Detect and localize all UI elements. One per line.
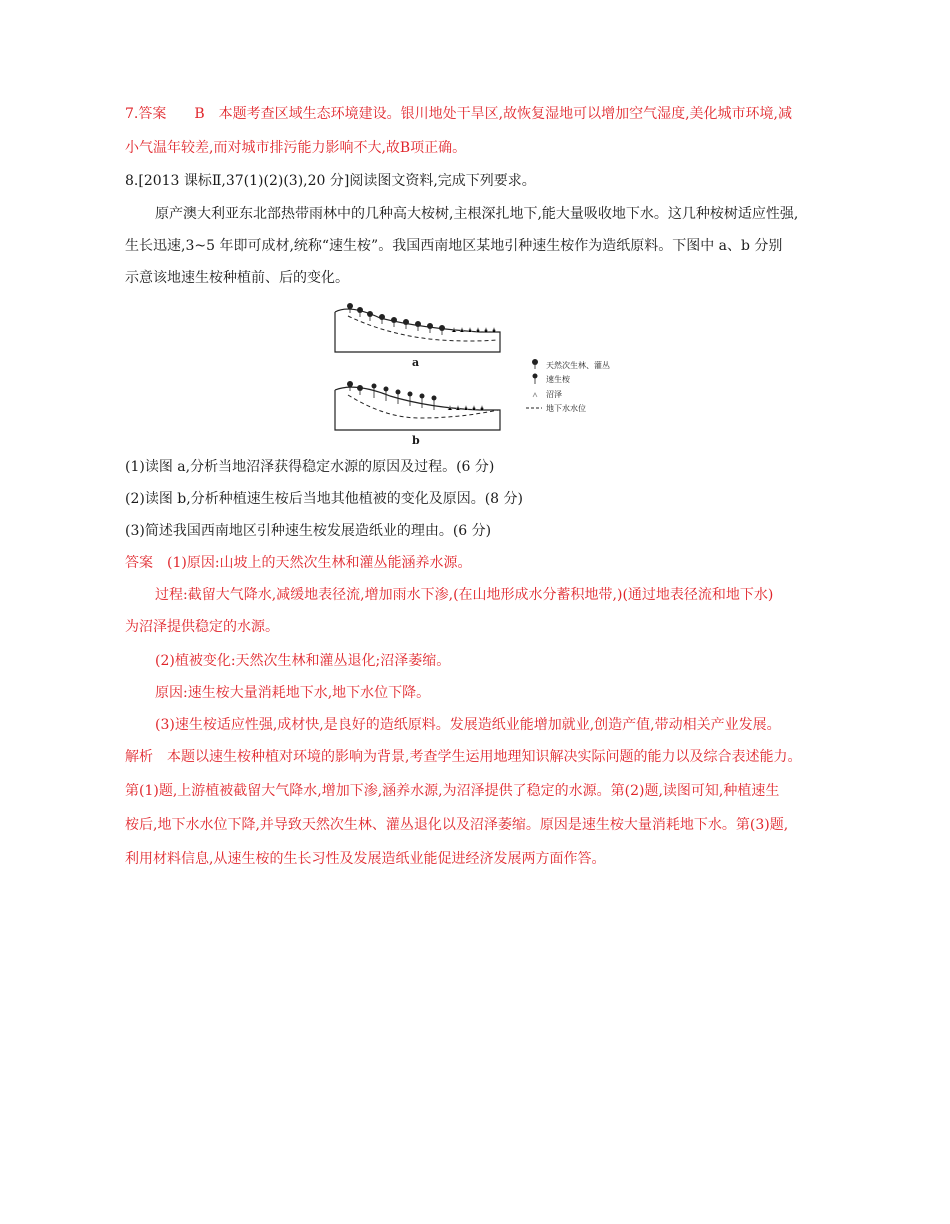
- q8-analysis-line-2: 第(1)题,上游植被截留大气降水,增加下渗,涵养水源,为沼泽提供了稳定的水源。第(2)题,读图可知,种植速生: [125, 783, 780, 799]
- q8-answer-line-3: 为沼泽提供稳定的水源。: [125, 619, 279, 635]
- legend-label-groundwater: 地下水水位: [546, 404, 586, 413]
- figure-diagram: [330, 300, 630, 450]
- q8-answer-line-1: 答案 (1)原因:山坡上的天然次生林和灌丛能涵养水源。: [125, 555, 472, 571]
- q8-passage-line-2: 生长迅速,3~5 年即可成材,统称“速生桉”。我国西南地区某地引种速生桉作为造纸原料。下图中 a、b 分别: [125, 238, 783, 254]
- q8-question-3: (3)简述我国西南地区引种速生桉发展造纸业的理由。(6 分): [125, 523, 492, 539]
- diagram-a: [335, 303, 500, 352]
- figure-legend: [526, 359, 610, 413]
- q8-answer-line-5: 原因:速生桉大量消耗地下水,地下水位下降。: [155, 685, 431, 701]
- q8-analysis-line-1: 解析 本题以速生桉种植对环境的影响为背景,考查学生运用地理知识解决实际问题的能力以及综合表述能力。: [125, 749, 802, 765]
- vegetation-figure: [330, 300, 630, 450]
- q8-passage-line-1: 原产澳大利亚东北部热带雨林中的几种高大桉树,主根深扎地下,能大量吸收地下水。这几种桉树适应性强,: [155, 206, 799, 222]
- q8-analysis-line-4: 利用材料信息,从速生桉的生长习性及发展造纸业能促进经济发展两方面作答。: [125, 851, 606, 867]
- natural-forest-icon: [532, 359, 538, 369]
- diagram-b: [335, 381, 500, 430]
- swamp-icon: [533, 393, 537, 397]
- q8-passage-line-3: 示意该地速生桉种植前、后的变化。: [125, 270, 349, 286]
- natural-forest-b: [347, 381, 363, 391]
- q8-analysis-line-3: 桉后,地下水水位下降,并导致天然次生林、灌丛退化以及沼泽萎缩。原因是速生桉大量消耗地下水。第(3)题,: [125, 817, 789, 833]
- groundwater-line-a: [348, 316, 498, 341]
- legend-label-swamp: 沼泽: [546, 390, 562, 399]
- q8-question-1: (1)读图 a,分析当地沼泽获得稳定水源的原因及过程。(6 分): [125, 459, 495, 475]
- q8-question-2: (2)读图 b,分析种植速生桉后当地其他植被的变化及原因。(8 分): [125, 491, 523, 507]
- trunks-b: [350, 387, 434, 410]
- legend-label-forest: 天然次生林、灌丛: [546, 361, 610, 370]
- groundwater-line-b: [348, 395, 498, 418]
- q8-answer-line-6: (3)速生桉适应性强,成材快,是良好的造纸原料。发展造纸业能增加就业,创造产值,带动相关产业发展。: [155, 717, 781, 733]
- legend-label-eucalyptus: 速生桉: [546, 375, 570, 384]
- q8-answer-line-2: 过程:截留大气降水,减缓地表径流,增加雨水下渗,(在山地形成水分蓄积地带,)(通过地表径流和地下水): [155, 587, 774, 603]
- natural-forest-a: [347, 303, 445, 331]
- eucalyptus-icon: [533, 374, 538, 385]
- q7-answer-line-1: 7.答案 B 本题考查区域生态环境建设。银川地处干旱区,故恢复湿地可以增加空气湿度,美化城市环境,减: [125, 106, 792, 122]
- q7-answer-line-2: 小气温年较差,而对城市排污能力影响不大,故B项正确。: [125, 140, 467, 156]
- figure-label-a: a: [412, 356, 420, 369]
- figure-label-b: b: [412, 434, 420, 447]
- q8-header: 8.[2013 课标Ⅱ,37(1)(2)(3),20 分]阅读图文资料,完成下列要求。: [125, 173, 536, 189]
- q8-answer-line-4: (2)植被变化:天然次生林和灌丛退化;沼泽萎缩。: [155, 653, 451, 669]
- eucalyptus-b: [372, 384, 437, 401]
